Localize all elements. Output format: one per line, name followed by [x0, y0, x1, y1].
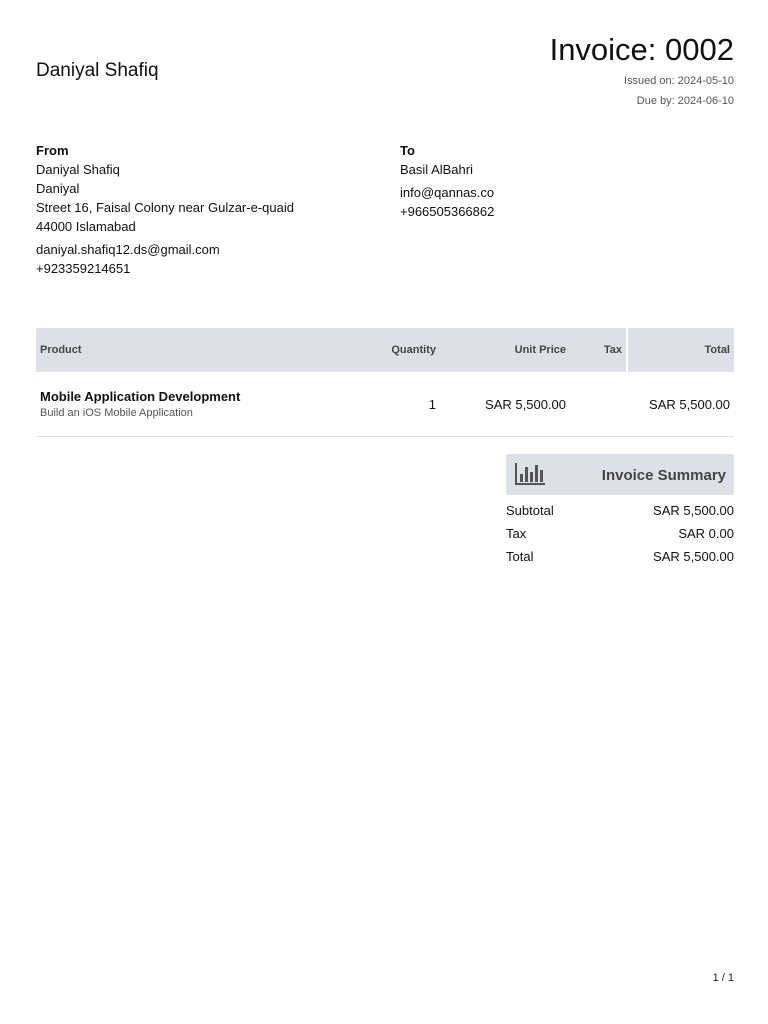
to-name: Basil AlBahri	[400, 162, 473, 177]
column-header-tax: Tax	[570, 328, 627, 372]
from-block	[36, 141, 376, 278]
from-city: 44000 Islamabad	[36, 219, 136, 234]
summary-value: SAR 5,500.00	[653, 549, 734, 564]
summary-row-tax	[506, 522, 734, 545]
to-block	[400, 141, 730, 221]
sender-name: Daniyal Shafiq	[36, 60, 159, 81]
column-header-total: Total	[627, 328, 734, 372]
total-cell: SAR 5,500.00	[627, 372, 734, 437]
summary-label: Subtotal	[506, 503, 554, 518]
issued-date: Issued on: 2024-05-10	[623, 75, 734, 87]
summary-label: Tax	[506, 526, 527, 541]
from-email: daniyal.shafiq12.ds@gmail.com	[36, 242, 220, 257]
from-phone: +923359214651	[36, 261, 131, 276]
summary-title: Invoice Summary	[601, 467, 726, 484]
to-email: info@qannas.co	[400, 185, 495, 200]
from-name: Daniyal Shafiq	[36, 162, 120, 177]
product-cell	[36, 372, 356, 437]
from-street: Street 16, Faisal Colony near Gulzar-e-quaid	[36, 200, 294, 215]
summary-label: Total	[506, 549, 534, 564]
column-header-quantity: Quantity	[356, 328, 440, 372]
summary-row-total	[506, 545, 734, 568]
product-description: Build an iOS Mobile Application	[40, 407, 193, 419]
bar-chart-icon	[514, 462, 546, 486]
invoice-title: Invoice: 0002	[549, 32, 734, 67]
line-items-table	[36, 328, 734, 437]
from-company: Daniyal	[36, 181, 80, 196]
to-phone: +966505366862	[400, 204, 495, 219]
column-header-unit-price: Unit Price	[440, 328, 570, 372]
invoice-page	[36, 0, 734, 1024]
tax-cell	[570, 372, 627, 437]
summary-value: SAR 0.00	[678, 526, 734, 541]
from-heading: From	[36, 143, 69, 158]
to-heading: To	[400, 143, 415, 158]
quantity-cell: 1	[356, 372, 440, 437]
summary-row-subtotal	[506, 499, 734, 522]
unit-price-cell: SAR 5,500.00	[440, 372, 570, 437]
product-name: Mobile Application Development	[40, 389, 241, 404]
column-header-product: Product	[36, 328, 356, 372]
invoice-summary	[506, 454, 734, 568]
due-date: Due by: 2024-06-10	[636, 95, 734, 107]
table-header-row	[36, 328, 734, 372]
table-row	[36, 372, 734, 437]
summary-value: SAR 5,500.00	[653, 503, 734, 518]
summary-header	[506, 454, 734, 495]
page-number: 1 / 1	[712, 972, 734, 984]
